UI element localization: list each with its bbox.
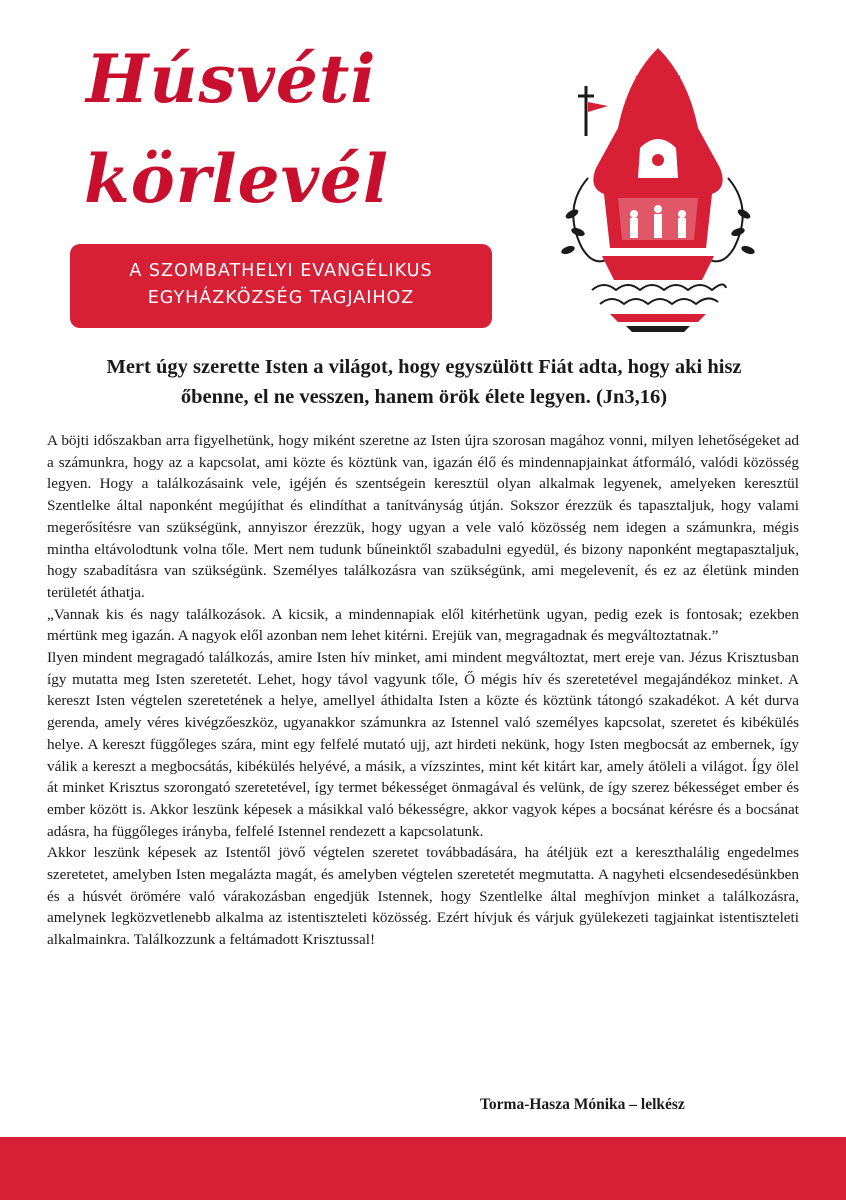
paragraph: A böjti időszakban arra figyelhetünk, hogy miként szeretne az Isten újra szorosan magához vonni, milyen lehetőségeket ad a számunkra, hogy az a kapcsolat, ami közte és köztünk van, igazán élő és mindennapjainkat átformáló, valódi közösség legyen. Hogy a találkozásaink vele, igéjén és szentségein keresztül olyan alkalmak legyenek, amelyeken keresztül Szentlelke által naponként megújíthat és elindíthat a tanítványság útján. Sokszor érezzük és tapasztaljuk, hogy valami megerősítésre van szükségünk, annyiszor érezzük, hogy ugyan a vele való közösség nem idegen a számunkra, mégis mintha eltávolodtunk volna tőle. Mert nem tudunk bűneinktől szabadulni egyedül, és bizony naponként megtapasztaljuk, hogy szabadításra van szükségünk. Személyes találkozásra van szükségünk, ami megelevenít, és ez az életünk minden területét áthatja. — [47, 432, 799, 601]
banner-line-1: A SZOMBATHELYI EVANGÉLIKUS — [129, 261, 433, 281]
paragraph: Ilyen mindent megragadó találkozás, amire Isten hív minket, ami mindent megváltoztat, mert ereje van. Jézus Krisztusban így mutatta meg Isten szeretetét. Lehet, hogy távol vagyunk tőle, Ő mégis hív és szeretetével megajándékoz minket. A kereszt Isten végtelen szeretetének a helye, amellyel áthidalta Isten a közte és köztünk tátongó szakadékot. A két durva gerenda, amely véres kivégzőeszköz, ugyanakkor számunkra az Istennel való személyes kapcsolat, szeretet és kibékülés helye. A kereszt függőleges szára, mint egy felfelé mutató ujj, azt hirdeti nekünk, hogy Isten megbocsát az embernek, így válik a kereszt a megbocsátás, kibékülés helyévé, a másik, a vízszintes, mint két kitárt kar, amely átöleli a világot. Így ölel át minket Krisztus szorongató szeretetével, így termet békességet önmagával és velünk, de így szerez békességet ember és ember között is. Akkor leszünk képesek a másikkal való békességre, akkor vagyok képes a bocsánat kérésre és a bocsánat adásra, ha függőleges irányba, felfelé Istennel rendezett a kapcsolatunk. — [47, 649, 799, 840]
verse-line-1: Mert úgy szerette Isten a világot, hogy egyszülött Fiát adta, hogy aki hisz — [106, 356, 742, 378]
letter-body — [47, 430, 799, 951]
signature: Torma-Hasza Mónika – lelkész — [480, 1096, 685, 1113]
title-line-1: Húsvéti — [86, 40, 377, 118]
subtitle-banner — [70, 244, 492, 328]
verse-line-2: őbenne, el ne vesszen, hanem örök élete legyen. (Jn3,16) — [180, 386, 668, 408]
easter-emblem-icon — [548, 18, 768, 336]
paragraph: Akkor leszünk képesek az Istentől jövő végtelen szeretet továbbadására, ha átéljük ezt a kereszthalálig engedelmes szeretetet, amelyben Isten megalázta magát, és amelyben végtelen szeretetét megmutatta. A nagyheti elcsendesedésünkben és a húsvét örömére való várakozásban engedjük Istennek, hogy Szentlelke által meghívjon minket a találkozásra, amelynek legközvetlenebb alkalma az istentiszteleti közösség. Ezért hívjuk és várjuk gyülekezeti tagjainkat istentiszteleti alkalmainkra. Találkozzunk a feltámadott Krisztussal! — [47, 844, 799, 949]
bible-verse — [50, 352, 798, 412]
footer-bar — [0, 1137, 846, 1200]
banner-line-2: EGYHÁZKÖZSÉG TAGJAIHOZ — [147, 288, 415, 308]
title-line-2: körlevél — [84, 140, 389, 218]
quote-paragraph: „Vannak kis és nagy találkozások. A kicsik, a mindennapiak elől kitérhetünk ugyan, pedig ezek is fontosak; ezekben mértünk meg igazán. A nagyok elől azonban nem lehet kitérni. Erejük van, megragadnak és megváltoztatnak.” — [47, 605, 799, 645]
